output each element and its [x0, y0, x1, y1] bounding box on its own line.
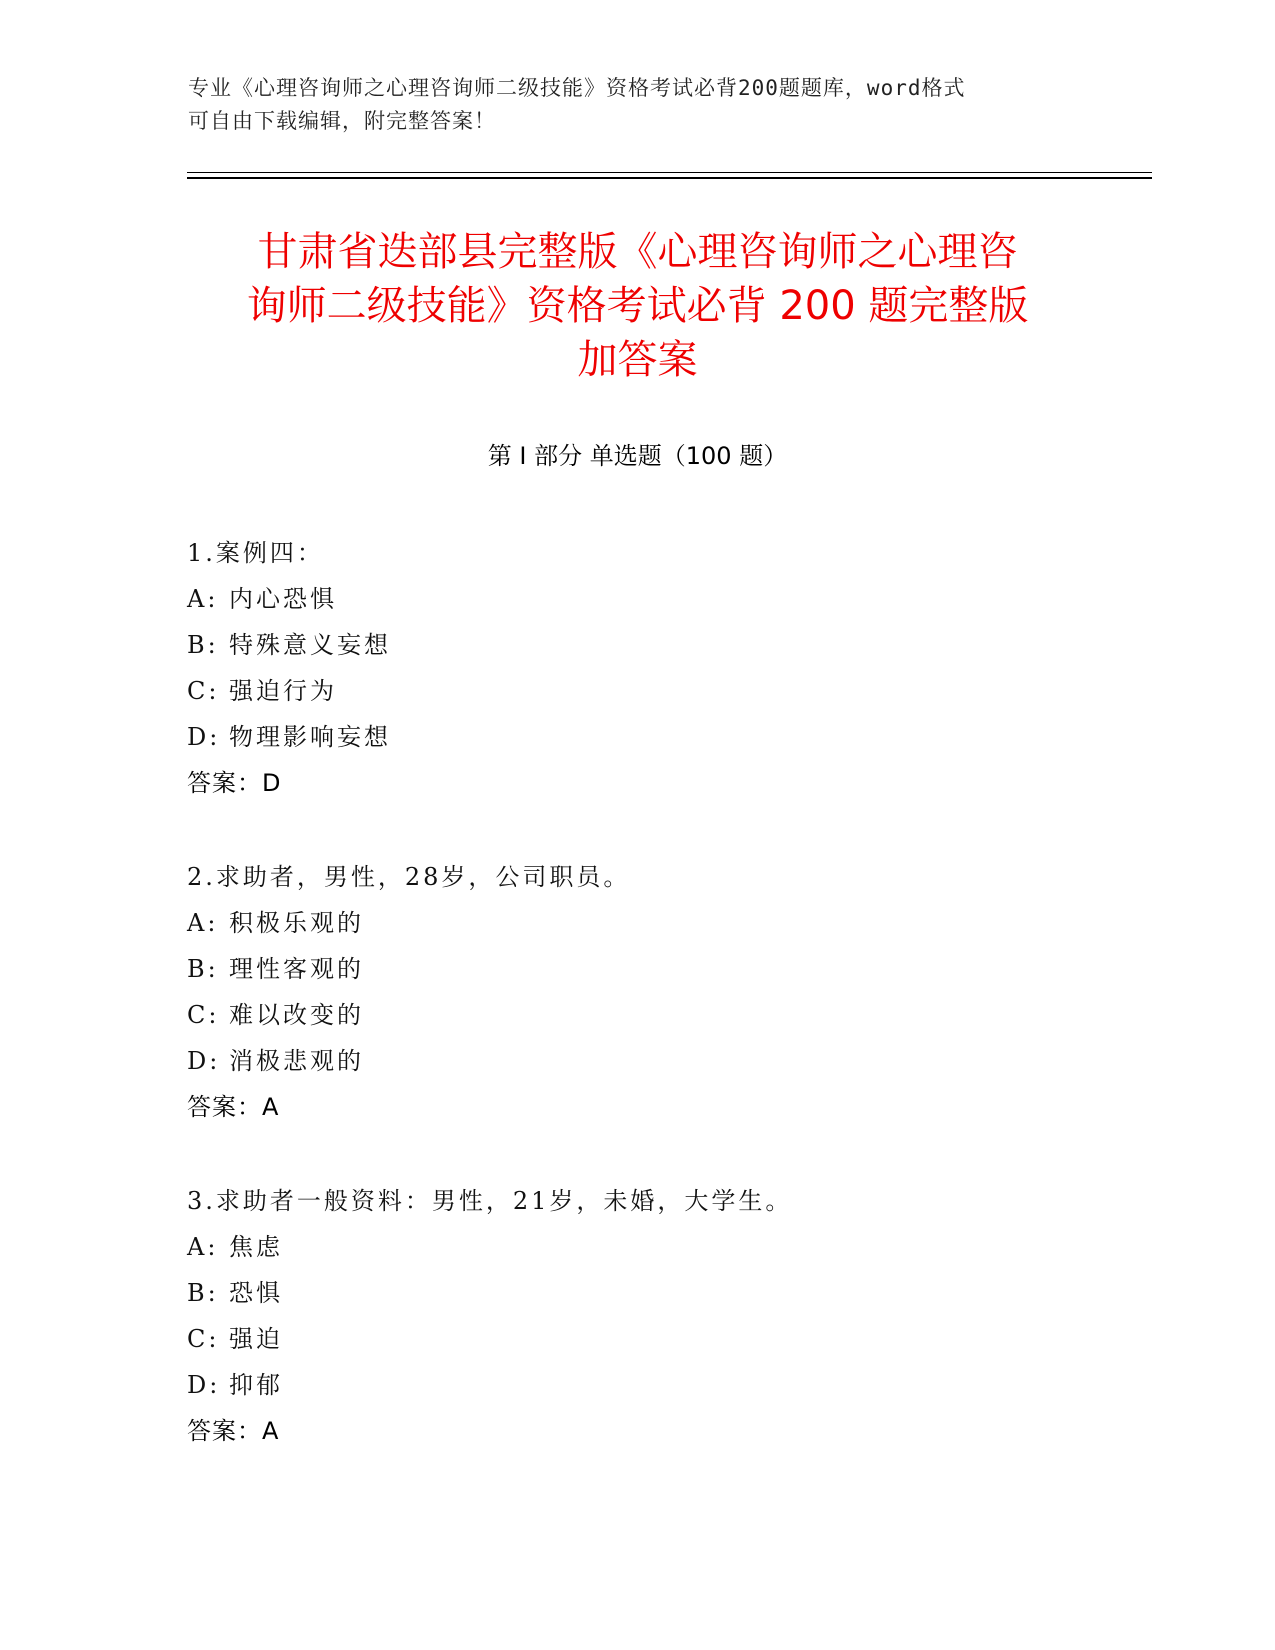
document-title-line-1: 甘肃省迭部县完整版《心理咨询师之心理咨	[257, 229, 1018, 275]
question-2	[187, 854, 1127, 1130]
section-heading: 第 I 部分 单选题（100 题）	[487, 442, 788, 470]
option-text: 内心恐惧	[229, 585, 337, 613]
option-text: 抑郁	[229, 1371, 283, 1399]
header-note	[188, 72, 1088, 138]
option-d	[187, 1038, 1127, 1084]
answer-line: 答案：A	[187, 1417, 280, 1445]
document-title-line-3: 加答案	[577, 337, 698, 383]
question-stem: 2.求助者，男性，28岁，公司职员。	[187, 863, 631, 891]
option-text: 物理影响妄想	[229, 723, 391, 751]
option-letter: B:	[187, 631, 219, 659]
option-a	[187, 900, 1127, 946]
option-letter: D:	[187, 1047, 221, 1075]
option-c	[187, 1316, 1127, 1362]
answer-line: 答案：D	[187, 769, 282, 797]
header-note-line-2: 可自由下载编辑，附完整答案！	[188, 109, 496, 133]
option-d	[187, 1362, 1127, 1408]
option-text: 恐惧	[229, 1279, 283, 1307]
header-rule-thin	[187, 172, 1152, 173]
option-b	[187, 946, 1127, 992]
option-text: 特殊意义妄想	[229, 631, 391, 659]
option-a	[187, 1224, 1127, 1270]
option-a	[187, 576, 1127, 622]
option-text: 难以改变的	[229, 1001, 364, 1029]
option-b	[187, 622, 1127, 668]
option-text: 强迫行为	[229, 677, 337, 705]
option-text: 理性客观的	[229, 955, 364, 983]
option-letter: A:	[187, 909, 219, 937]
option-text: 强迫	[229, 1325, 283, 1353]
option-c	[187, 668, 1127, 714]
option-letter: D:	[187, 1371, 221, 1399]
option-letter: C:	[187, 677, 220, 705]
header-note-line-1: 专业《心理咨询师之心理咨询师二级技能》资格考试必背200题题库，word格式	[188, 76, 966, 100]
header-rule-thick	[187, 177, 1152, 179]
option-letter: D:	[187, 723, 221, 751]
question-stem: 1.案例四：	[187, 539, 324, 567]
option-d	[187, 714, 1127, 760]
option-text: 积极乐观的	[229, 909, 364, 937]
option-letter: A:	[187, 585, 219, 613]
question-list	[187, 530, 1127, 1502]
question-1	[187, 530, 1127, 806]
answer-line: 答案：A	[187, 1093, 280, 1121]
option-letter: C:	[187, 1325, 220, 1353]
option-letter: B:	[187, 1279, 219, 1307]
option-b	[187, 1270, 1127, 1316]
option-text: 消极悲观的	[229, 1047, 364, 1075]
option-letter: B:	[187, 955, 219, 983]
option-letter: A:	[187, 1233, 219, 1261]
option-letter: C:	[187, 1001, 220, 1029]
option-c	[187, 992, 1127, 1038]
document-title-line-2: 询师二级技能》资格考试必背 200 题完整版	[246, 283, 1029, 329]
question-stem: 3.求助者一般资料：男性，21岁，未婚，大学生。	[187, 1187, 793, 1215]
option-text: 焦虑	[229, 1233, 283, 1261]
question-3	[187, 1178, 1127, 1454]
document-title	[180, 225, 1095, 387]
